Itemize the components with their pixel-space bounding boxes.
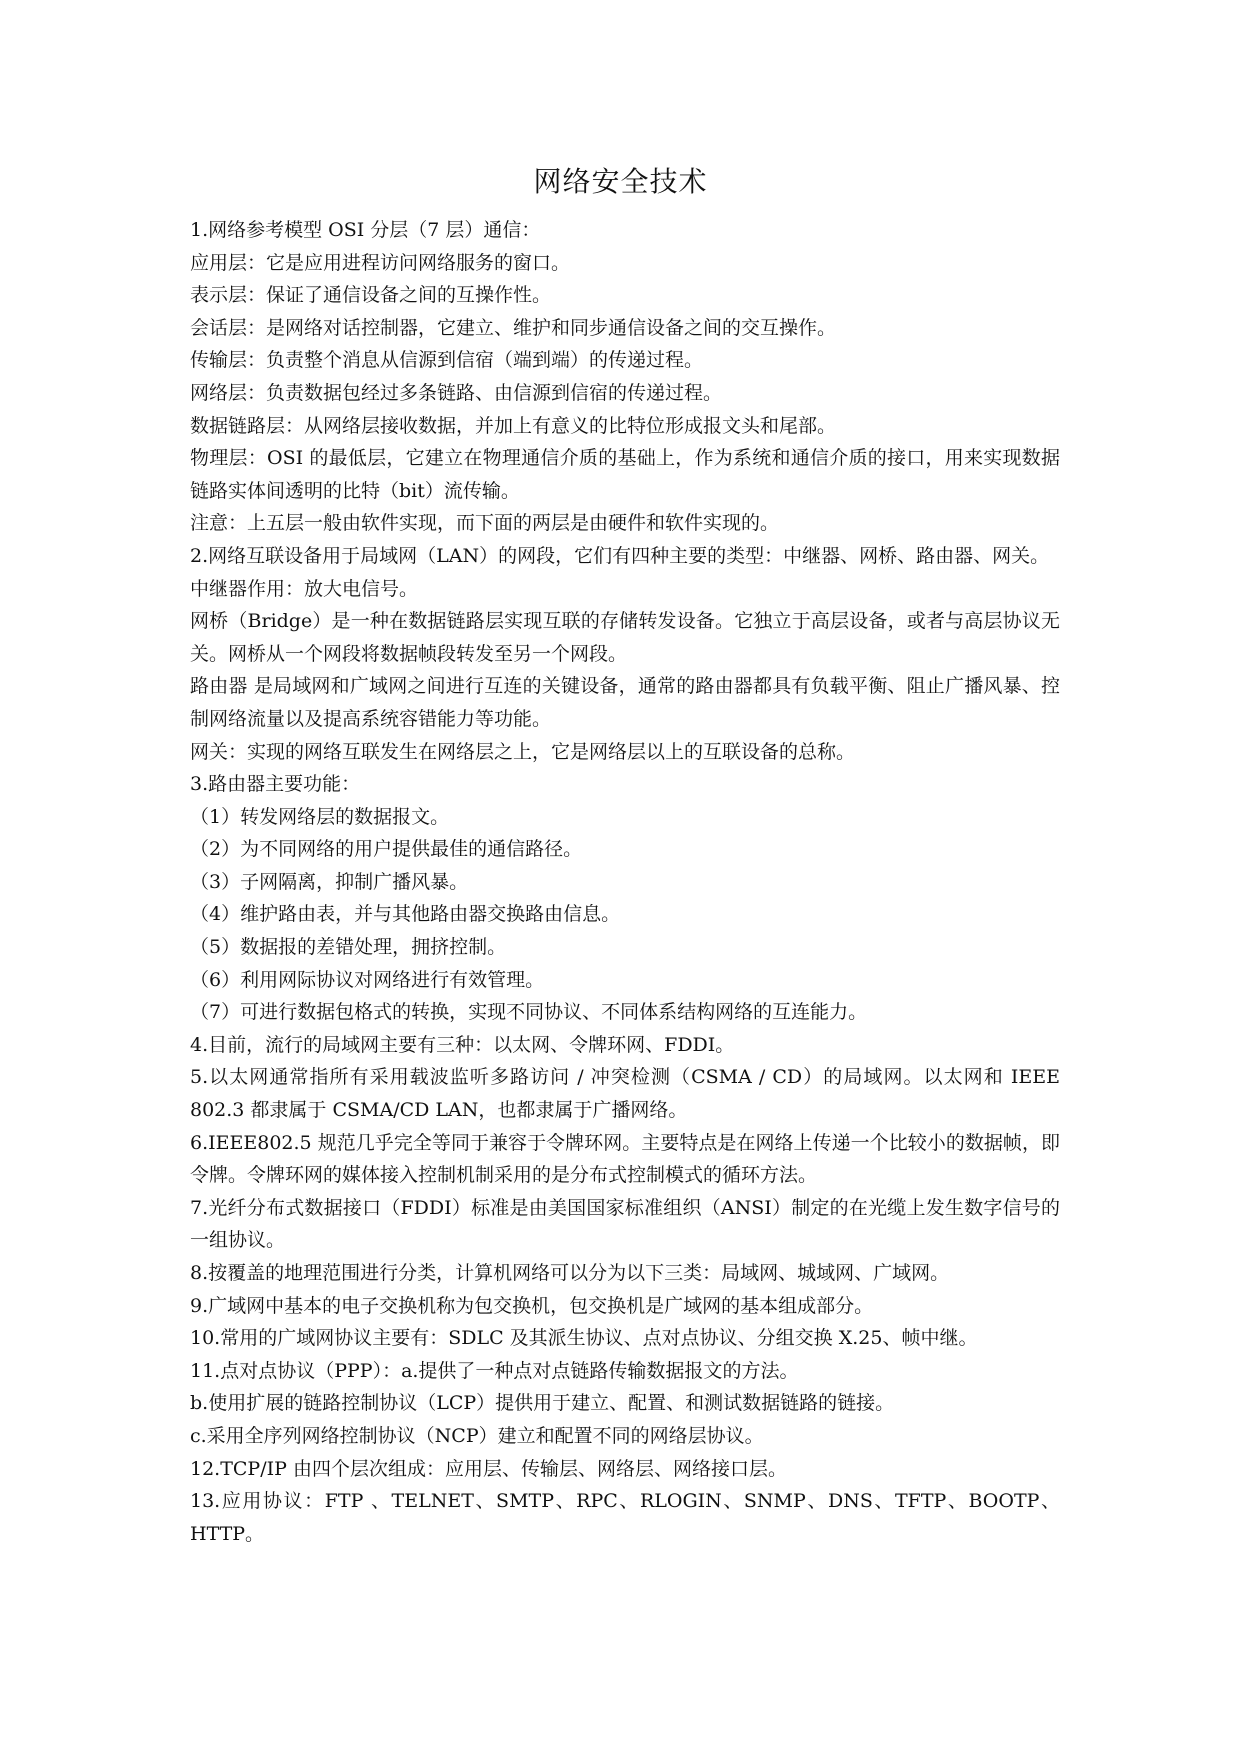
- paragraph: 物理层：OSI 的最低层，它建立在物理通信介质的基础上，作为系统和通信介质的接口，用来实现数据链路实体间透明的比特（bit）流传输。: [190, 447, 1060, 502]
- paragraph: 9.广域网中基本的电子交换机称为包交换机，包交换机是广域网的基本组成部分。: [190, 1294, 874, 1317]
- paragraph: （6）利用网际协议对网络进行有效管理。: [190, 968, 545, 991]
- paragraph: 13.应用协议：FTP 、TELNET、SMTP、RPC、RLOGIN、SNMP、DNS、TFTP、BOOTP、HTTP。: [190, 1490, 1060, 1545]
- paragraph: （2）为不同网络的用户提供最佳的通信路径。: [190, 838, 583, 861]
- paragraph: 网关：实现的网络互联发生在网络层之上，它是网络层以上的互联设备的总称。: [190, 740, 856, 763]
- paragraph: （5）数据报的差错处理，拥挤控制。: [190, 936, 507, 959]
- paragraph: 6.IEEE802.5 规范几乎完全等同于兼容于令牌环网。主要特点是在网络上传递一个比较小的数据帧，即令牌。令牌环网的媒体接入控制机制采用的是分布式控制模式的循环方法。: [190, 1131, 1060, 1187]
- paragraph: 中继器作用：放大电信号。: [190, 577, 419, 600]
- paragraph: c.采用全序列网络控制协议（NCP）建立和配置不同的网络层协议。: [190, 1424, 764, 1447]
- paragraph: 2.网络互联设备用于局域网（LAN）的网段，它们有四种主要的类型：中继器、网桥、路由器、网关。: [190, 544, 1050, 567]
- paragraph: 应用层：它是应用进程访问网络服务的窗口。: [190, 251, 571, 274]
- paragraph: 5.以太网通常指所有采用载波监听多路访问 / 冲突检测（CSMA / CD）的局域网。以太网和 IEEE 802.3 都隶属于 CSMA/CD LAN，也都隶属于广播网络。: [190, 1066, 1060, 1122]
- document-title: 网络安全技术: [533, 165, 708, 198]
- paragraph: （1）转发网络层的数据报文。: [190, 805, 450, 828]
- paragraph: 数据链路层：从网络层接收数据，并加上有意义的比特位形成报文头和尾部。: [190, 414, 837, 437]
- paragraph: 12.TCP/IP 由四个层次组成：应用层、传输层、网络层、网络接口层。: [190, 1457, 787, 1480]
- paragraph: 10.常用的广域网协议主要有：SDLC 及其派生协议、点对点协议、分组交换 X.25、帧中继。: [190, 1327, 978, 1350]
- paragraph: （3）子网隔离，抑制广播风暴。: [190, 870, 469, 893]
- paragraph: 传输层：负责整个消息从信源到信宿（端到端）的传递过程。: [190, 349, 704, 372]
- paragraph: 3.路由器主要功能：: [190, 773, 361, 796]
- paragraph: 1.网络参考模型 OSI 分层（7 层）通信：: [190, 219, 541, 241]
- paragraph: 8.按覆盖的地理范围进行分类，计算机网络可以分为以下三类：局域网、城域网、广域网。: [190, 1262, 950, 1284]
- paragraph: （7）可进行数据包格式的转换，实现不同协议、不同体系结构网络的互连能力。: [190, 1001, 868, 1024]
- paragraph: （4）维护路由表，并与其他路由器交换路由信息。: [190, 903, 621, 926]
- paragraph: 4.目前，流行的局域网主要有三种：以太网、令牌环网、FDDI。: [190, 1033, 735, 1056]
- paragraph: 7.光纤分布式数据接口（FDDI）标准是由美国国家标准组织（ANSI）制定的在光缆上发生数字信号的一组协议。: [190, 1196, 1060, 1252]
- paragraph: 网桥（Bridge）是一种在数据链路层实现互联的存储转发设备。它独立于高层设备，或者与高层协议无关。网桥从一个网段将数据帧段转发至另一个网段。: [190, 610, 1060, 665]
- paragraph: 会话层：是网络对话控制器，它建立、维护和同步通信设备之间的交互操作。: [190, 316, 837, 339]
- paragraph: 注意：上五层一般由软件实现，而下面的两层是由硬件和软件实现的。: [190, 512, 780, 535]
- paragraph: b.使用扩展的链路控制协议（LCP）提供用于建立、配置、和测试数据链路的链接。: [190, 1392, 895, 1415]
- paragraph: 网络层：负责数据包经过多条链路、由信源到信宿的传递过程。: [190, 381, 723, 404]
- paragraph: 表示层：保证了通信设备之间的互操作性。: [190, 284, 552, 307]
- document-body: [190, 214, 1060, 1550]
- paragraph: 路由器 是局域网和广域网之间进行互连的关键设备，通常的路由器都具有负载平衡、阻止广播风暴、控制网络流量以及提高系统容错能力等功能。: [190, 675, 1060, 730]
- paragraph: 11.点对点协议（PPP）：a.提供了一种点对点链路传输数据报文的方法。: [190, 1359, 799, 1382]
